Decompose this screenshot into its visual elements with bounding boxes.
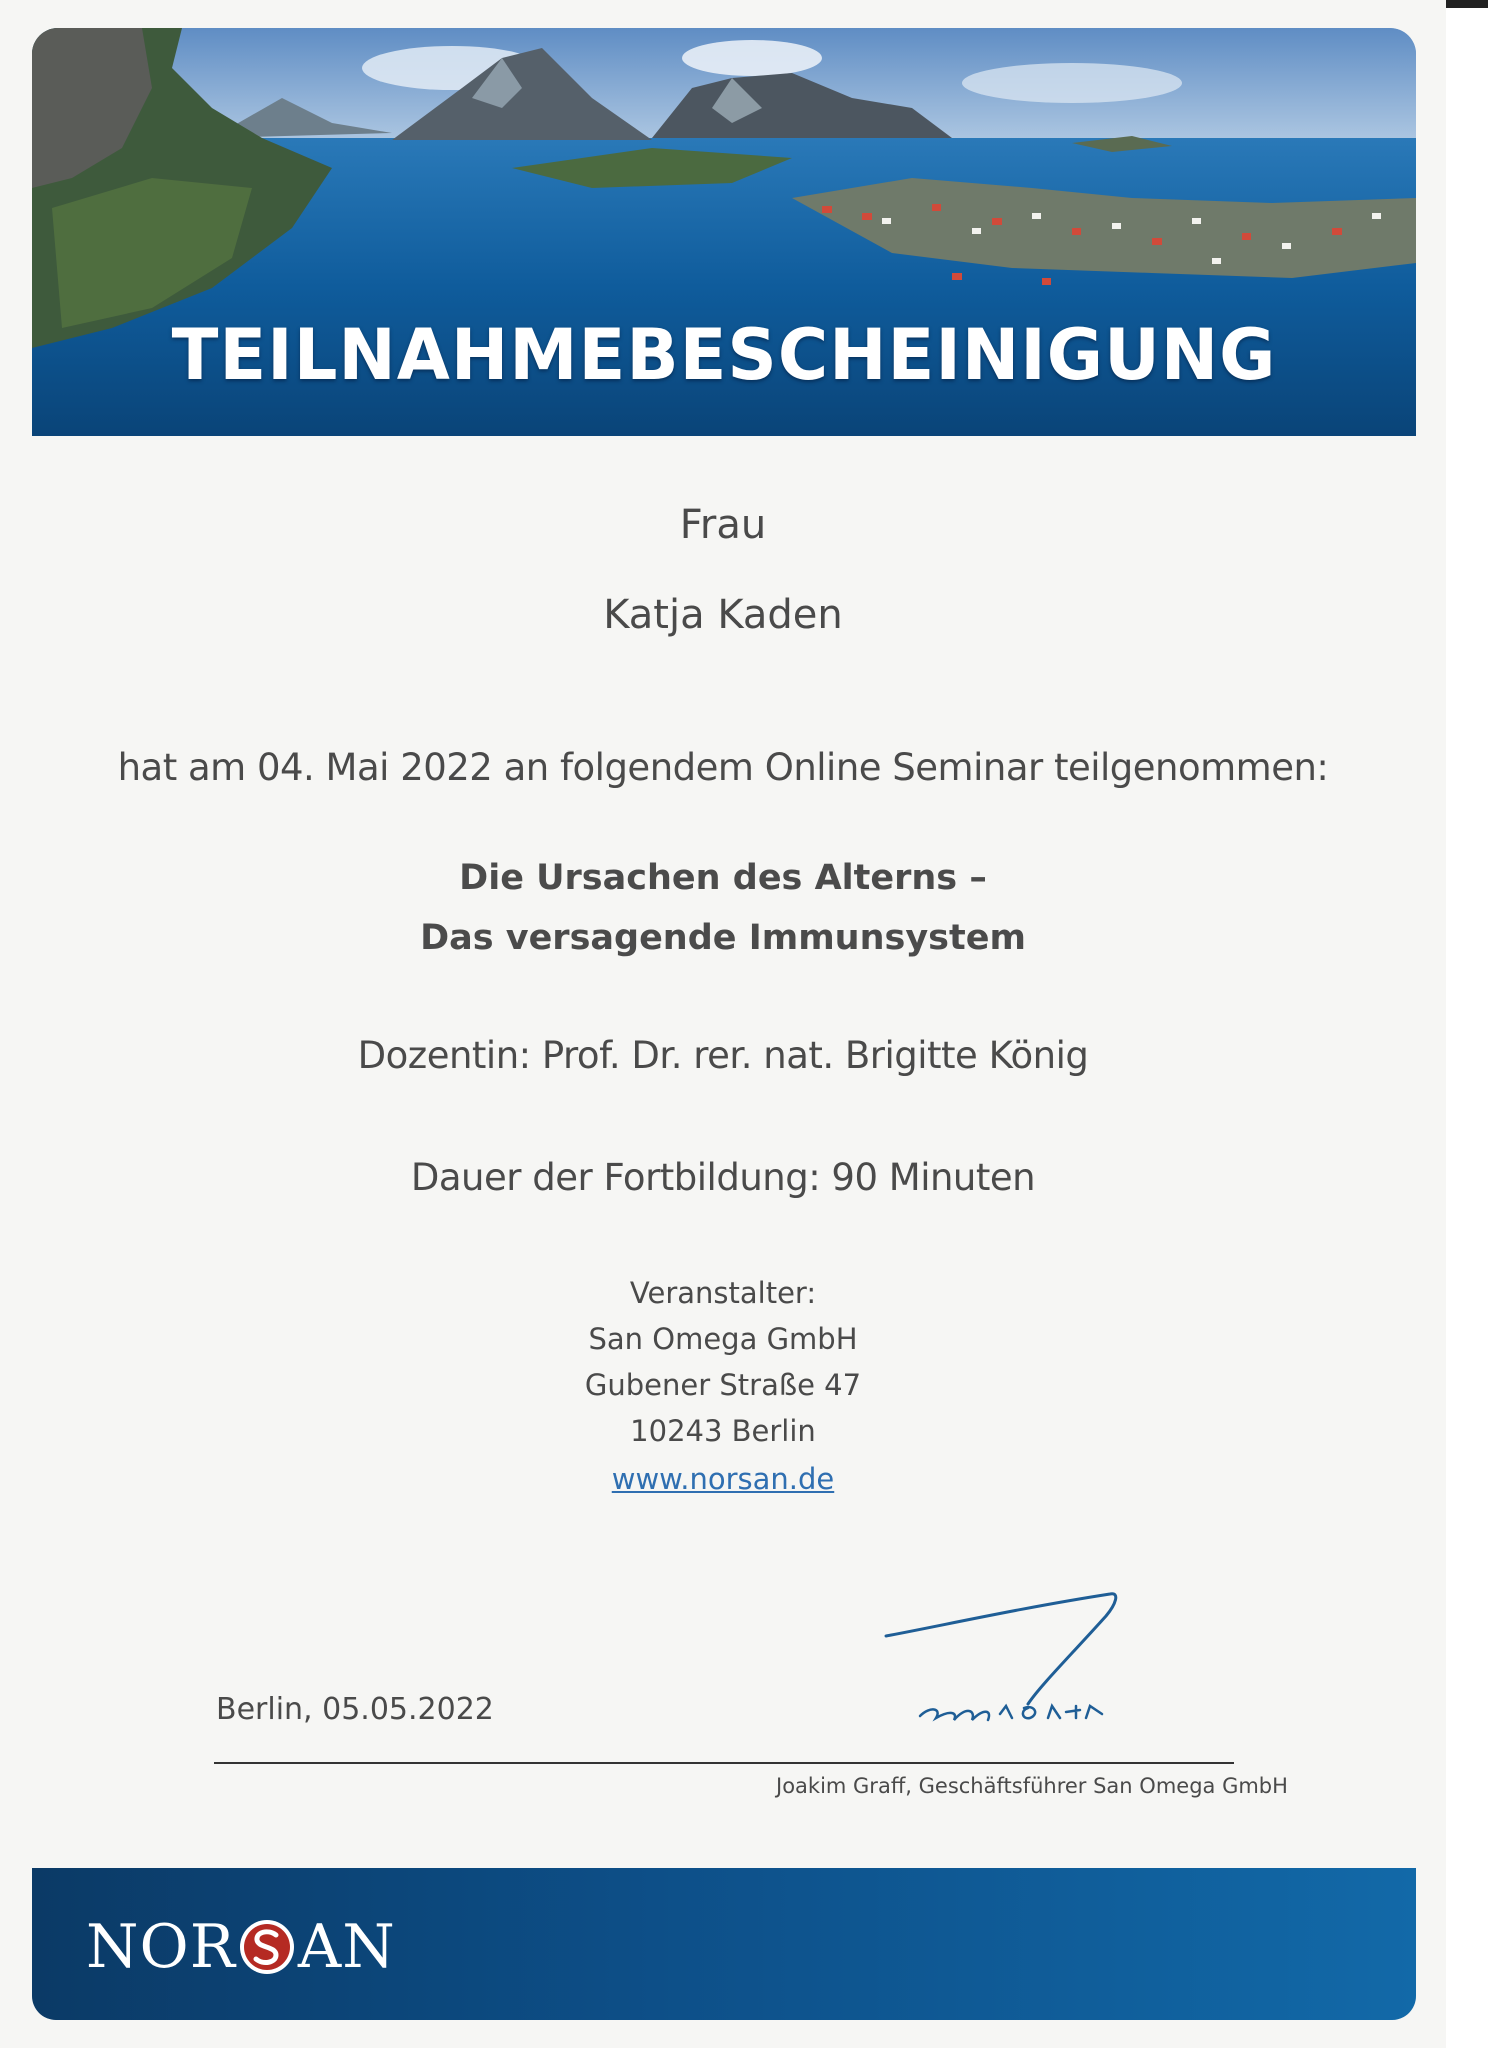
participation-statement: hat am 04. Mai 2022 an folgendem Online Seminar teilgenommen:	[117, 746, 1329, 789]
recipient-salutation: Frau	[679, 502, 767, 548]
organizer-website-link[interactable]: www.norsan.de	[611, 1462, 835, 1496]
organizer-name: San Omega GmbH	[588, 1322, 858, 1356]
recipient-name: Katja Kaden	[603, 592, 843, 638]
seminar-title-line2: Das versagende Immunsystem	[420, 918, 1026, 958]
footer-banner	[32, 1868, 1416, 2020]
organizer-city: 10243 Berlin	[630, 1414, 816, 1448]
scan-corner-mark	[1446, 0, 1488, 8]
certificate-title: TEILNAHMEBESCHEINIGUNG	[171, 314, 1277, 396]
organizer-label: Veranstalter:	[629, 1276, 817, 1310]
logo-s-mark-icon	[238, 1918, 296, 1976]
lecturer: Dozentin: Prof. Dr. rer. nat. Brigitte König	[357, 1034, 1089, 1077]
organizer-street: Gubener Straße 47	[584, 1368, 862, 1402]
seminar-title-line1: Die Ursachen des Alterns –	[459, 858, 987, 898]
signer-name: Joakim Graff, Geschäftsführer San Omega GmbH	[776, 1774, 1288, 1798]
organizer-website-row	[0, 1462, 1446, 1496]
logo-text-left: NOR	[86, 1912, 236, 1982]
logo-text-right: AN	[297, 1912, 396, 1982]
scan-page-edge	[1446, 0, 1488, 2048]
training-duration: Dauer der Fortbildung: 90 Minuten	[410, 1156, 1036, 1199]
signature-line	[214, 1762, 1234, 1764]
place-and-date: Berlin, 05.05.2022	[216, 1692, 494, 1727]
header-banner	[32, 28, 1416, 436]
norsan-logo	[86, 1912, 396, 1982]
handwritten-signature	[880, 1586, 1180, 1736]
